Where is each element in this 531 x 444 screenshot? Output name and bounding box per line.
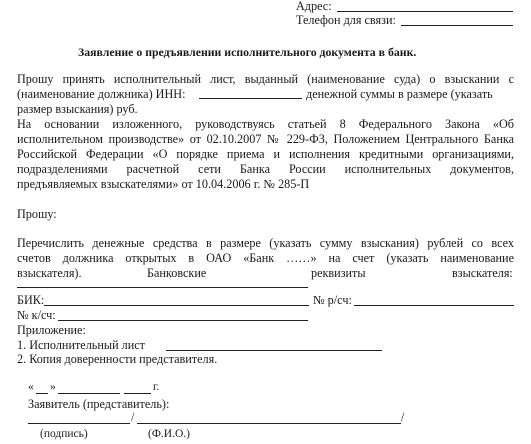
para3-line3-bank: Банковские: [147, 266, 207, 280]
date-year-line[interactable]: [124, 393, 151, 394]
signature-caption: (подпись): [40, 428, 88, 440]
date-year-suffix: г.: [153, 381, 160, 393]
para3-line3-end: взыскателя:: [452, 266, 513, 280]
phone-label: Телефон для связи:: [296, 13, 396, 27]
name-line[interactable]: [137, 423, 401, 424]
date-month-line[interactable]: [58, 393, 120, 394]
para2-line5: предъявляемых взыскателями» от 10.04.2006 г. № 285-П: [17, 177, 310, 191]
date-open-quote: «: [28, 381, 34, 393]
attachment-1-line[interactable]: [166, 350, 382, 351]
attachments-label: Приложение:: [17, 323, 86, 337]
para1-line2-end: денежной суммы в размере (указать: [306, 87, 493, 101]
applicant-label: Заявитель (представитель):: [28, 397, 170, 411]
account-field-line[interactable]: [354, 305, 514, 306]
phone-field-line[interactable]: [401, 25, 513, 26]
para2-line1: На основании изложенного, руководствуясь статьей 8 Федерального Закона «Об: [17, 117, 514, 131]
para3-line3-start: взыскателя).: [17, 266, 82, 280]
para3-line2: счетов должника открытых в ОАО «Банк ……» на счет (указать наименование: [17, 251, 514, 265]
corr-account-label: № к/сч:: [17, 308, 56, 322]
para3-line1: Перечислить денежные средства в размере (указать сумму взыскания) рублей со всех: [17, 236, 514, 250]
para1-line2-start: (наименование должника) ИНН:: [17, 87, 186, 101]
para3-line3-details: реквизиты: [311, 266, 366, 280]
recipient-details-line[interactable]: [17, 287, 308, 288]
attachment-item-2: 2. Копия доверенности представителя.: [17, 352, 218, 366]
slash-2: /: [401, 410, 405, 424]
signature-line[interactable]: [28, 423, 130, 424]
address-label: Адрес:: [296, 0, 332, 13]
corr-account-field-line[interactable]: [58, 320, 308, 321]
para1-line3: размер взыскания) руб.: [17, 102, 138, 116]
address-field-line[interactable]: [337, 11, 513, 12]
account-label: № р/сч:: [313, 293, 352, 307]
slash-1: /: [131, 410, 135, 424]
para2-line4: подразделениями расчетной сети Банка России исполнительных документов,: [17, 162, 514, 176]
attachment-item-1: 1. Исполнительный лист: [17, 338, 145, 352]
date-day-line[interactable]: [36, 393, 48, 394]
bik-field-line[interactable]: [44, 305, 309, 306]
document-title: Заявление о предъявлении исполнительного документа в банк.: [78, 45, 417, 59]
date-close-quote: »: [50, 381, 56, 393]
inn-field-line[interactable]: [199, 98, 302, 99]
request-label: Прошу:: [17, 207, 57, 221]
name-caption: (Ф.И.О.): [148, 428, 190, 440]
bik-label: БИК:: [17, 293, 45, 307]
para2-line3: Российской Федерации «О порядке приема и исполнения кредитными организациями,: [17, 147, 514, 161]
para1-line1: Прошу принять исполнительный лист, выданный (наименование суда) о взыскании с: [17, 72, 514, 86]
para2-line2: исполнительном производстве» от 02.10.2007 № 229-ФЗ, Положением Центрального Банка: [17, 132, 514, 146]
